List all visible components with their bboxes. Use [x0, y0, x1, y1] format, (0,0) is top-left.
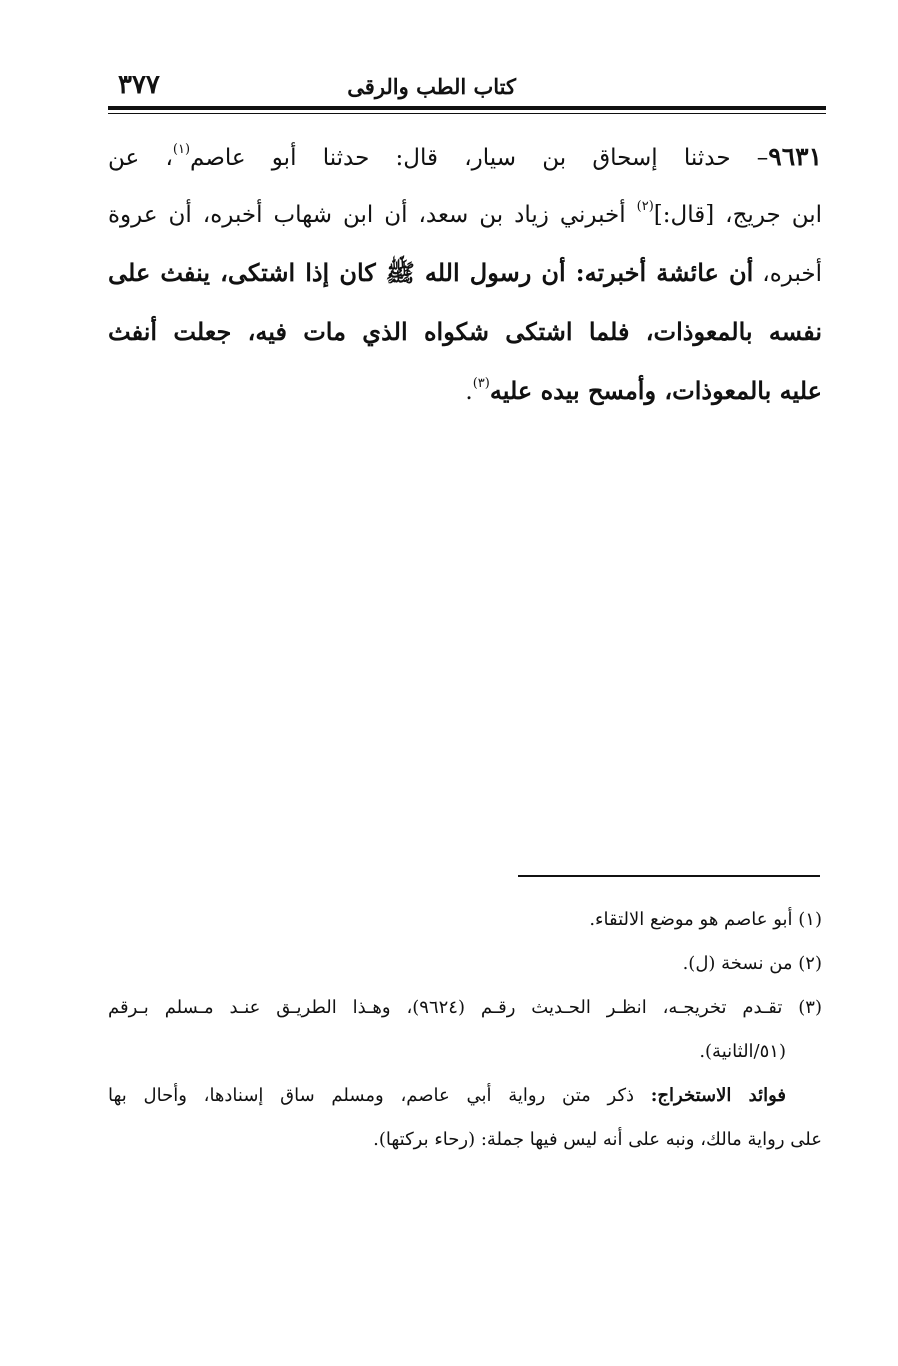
hadith-line-4: [108, 303, 822, 362]
page-header: [108, 70, 826, 106]
header-rule-thin: [108, 113, 826, 114]
footnote-3-line-1: (٣) تقـدم تخريجـه، انظـر الحـديث رقـم (٩٦٢٤)، وهـذا الطريـق عنـد مـسلم بـرقم: [108, 997, 822, 1018]
hadith-matn-line-3: أن عائشة أخبرته: أن رسول الله ﷺ كان إذا اشتكى، ينفث على: [108, 258, 754, 287]
fawaid-text-1: ذكر متن رواية أبي عاصم، ومسلم ساق إسنادها، وأحال بها: [108, 1085, 651, 1106]
footnote-2: (٢) من نسخة (ل).: [682, 953, 822, 974]
hadith-text: [108, 128, 822, 421]
hadith-line-5: [108, 362, 822, 421]
page-number: ٣٧٧: [118, 70, 160, 100]
hadith-matn-line-5: عليه بالمعوذات، وأمسح بيده عليه: [489, 376, 822, 405]
footnote-separator: [518, 875, 820, 877]
hadith-line-1-end: ، عن: [108, 145, 173, 171]
fawaid-label: فوائد الاستخراج:: [650, 1085, 786, 1106]
hadith-line-2: [108, 187, 822, 244]
footnote-ref-1: (١): [172, 142, 191, 157]
footnote-ref-2: (٢): [636, 199, 654, 214]
footnote-1: (١) أبو عاصم هو موضع الالتقاء.: [589, 909, 822, 930]
hadith-line-1: [108, 128, 822, 187]
hadith-number: ٩٦٣١: [768, 142, 822, 171]
footnote-3-line-2: (٥١/الثانية).: [699, 1041, 786, 1062]
fawaid-line-1: [108, 1074, 822, 1118]
header-rule-thick: [108, 106, 826, 110]
hadith-matn-line-4: نفسه بالمعوذات، فلما اشتكى شكواه الذي مات فيه، جعلت أنفث: [108, 317, 822, 346]
book-title: كتاب الطب والرقى: [347, 74, 516, 99]
footnotes: [108, 898, 822, 1162]
hadith-line-5-end: .: [465, 379, 473, 405]
fawaid-line-2: على رواية مالك، ونبه على أنه ليس فيها جملة: (رحاء بركتها).: [373, 1129, 822, 1150]
hadith-line-2-text: ابن جريج، [قال:]: [653, 202, 822, 228]
hadith-line-3: [108, 244, 822, 303]
hadith-line-1-text: – حدثنا إسحاق بن سيار، قال: حدثنا أبو عاصم: [190, 145, 769, 171]
footnote-ref-3: (٣): [472, 376, 490, 391]
hadith-line-3-start: أخبره،: [753, 261, 822, 287]
hadith-line-2-end: أخبرني زياد بن سعد، أن ابن شهاب أخبره، أن عروة: [108, 202, 637, 228]
